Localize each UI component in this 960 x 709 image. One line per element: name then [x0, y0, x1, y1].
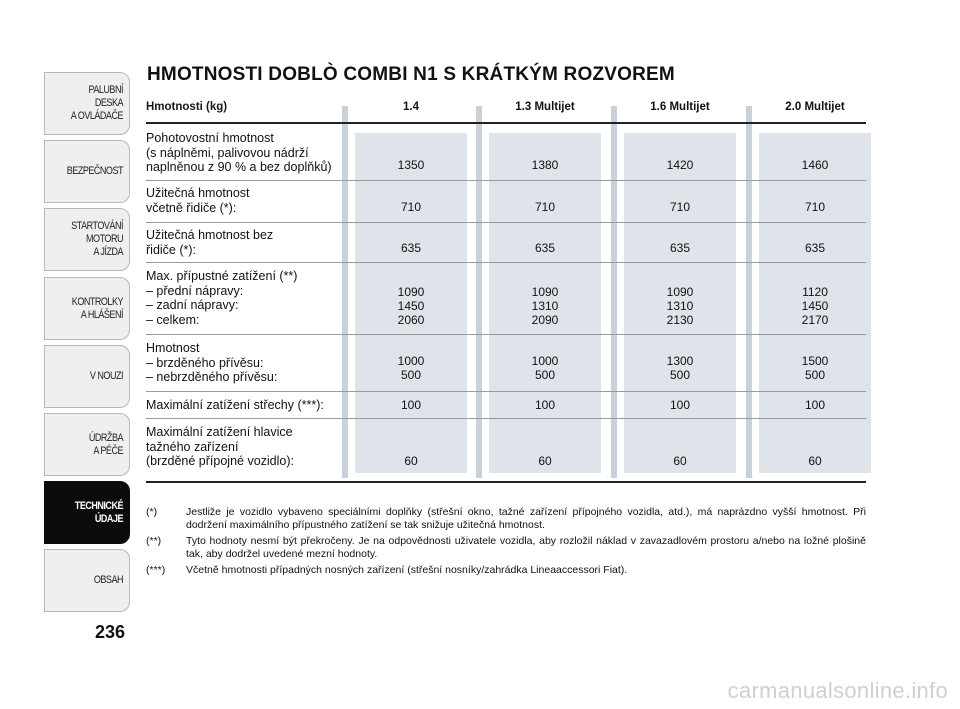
table-cell: 1090 1310 2130 — [666, 285, 694, 327]
column-header: 2.0 Multijet — [785, 101, 845, 113]
tab-udrzba[interactable] — [44, 413, 130, 476]
table-cell: 1090 1450 2060 — [397, 285, 425, 327]
table-cell: 635 — [804, 241, 826, 255]
footnote-mark: (***) — [146, 564, 166, 576]
row-divider — [146, 180, 866, 181]
footnote — [146, 506, 866, 532]
column-separator — [746, 106, 752, 478]
table-cell: 710 — [669, 200, 691, 214]
tab-startovani-motoru[interactable] — [44, 208, 130, 271]
row-divider — [146, 418, 866, 419]
tab-label: PALUBNÍ DESKA A OVLÁDAČE — [70, 84, 123, 122]
row-label: Pohotovostní hmotnost (s náplněmi, palivovou nádrží naplněnou z 90 % a bez doplňků) — [146, 131, 332, 174]
watermark: carmanualsonline.info — [727, 678, 948, 703]
tab-v-nouzi[interactable] — [44, 345, 130, 408]
table-cell: 1380 — [531, 158, 559, 172]
footnote-text: Včetně hmotnosti případných nosných zařízení (střešní nosníky/zahrádka Lineaaccessori Fiat). — [186, 564, 628, 576]
table-cell: 635 — [400, 241, 422, 255]
row-divider — [146, 391, 866, 392]
table-cell: 60 — [808, 454, 822, 468]
table-cell: 1300 500 — [666, 354, 694, 382]
table-cell: 1460 — [801, 158, 829, 172]
footnotes — [146, 506, 866, 580]
header-rule — [146, 122, 866, 124]
footnote-text: Jestliže je vozidlo vybaveno speciálními doplňky (střešní okno, tažné zařízení přípojného vozidla, atd.), má naprázdno vyšší hmotnost. Při dodržení maximálního přípustného zatížení se tak snižuje užitečná hmotnost. — [186, 506, 866, 531]
row-label: Hmotnost – brzděného přívěsu: – nebrzděného přívěsu: — [146, 341, 278, 384]
tab-label: KONTROLKY A HLÁŠENÍ — [71, 295, 123, 321]
row-divider — [146, 334, 866, 335]
weights-table — [146, 96, 866, 486]
tab-label: STARTOVÁNÍ MOTORU A JÍZDA — [71, 220, 123, 258]
table-cell: 710 — [804, 200, 826, 214]
table-cell: 1000 500 — [531, 354, 559, 382]
table-cell: 710 — [400, 200, 422, 214]
column-separator — [476, 106, 482, 478]
table-cell: 60 — [673, 454, 687, 468]
row-label: Max. přípustné zatížení (**) – přední nápravy: – zadní nápravy: – celkem: — [146, 269, 298, 327]
footnote-mark: (**) — [146, 535, 162, 547]
table-cell: 100 — [804, 398, 826, 412]
tab-label: V NOUZI — [89, 370, 123, 382]
page-number: 236 — [95, 622, 126, 642]
table-cell: 100 — [400, 398, 422, 412]
table-cell: 635 — [534, 241, 556, 255]
table-cell: 1500 500 — [801, 354, 829, 382]
table-header — [146, 96, 866, 122]
table-cell: 635 — [669, 241, 691, 255]
tab-technicke-udaje[interactable] — [44, 481, 130, 544]
tab-bezpecnost[interactable] — [44, 140, 130, 203]
column-separator — [611, 106, 617, 478]
page-title: HMOTNOSTI DOBLÒ COMBI N1 S KRÁTKÝM ROZVOREM — [147, 64, 675, 85]
tab-label: BEZPEČNOST — [66, 165, 123, 177]
tab-kontrolky[interactable] — [44, 277, 130, 340]
table-cell: 1090 1310 2090 — [531, 285, 559, 327]
table-cell: 1350 — [397, 158, 425, 172]
tab-obsah[interactable] — [44, 549, 130, 612]
footnote — [146, 564, 866, 577]
table-cell: 710 — [534, 200, 556, 214]
row-label: Maximální zatížení střechy (***): — [146, 398, 324, 412]
row-label: Užitečná hmotnost bez řidiče (*): — [146, 228, 274, 257]
tab-label: ÚDRŽBA A PÉČE — [88, 431, 123, 457]
table-cell: 60 — [538, 454, 552, 468]
footnote — [146, 535, 866, 561]
header-label: Hmotnosti (kg) — [146, 101, 228, 113]
column-header: 1.4 — [403, 101, 419, 113]
tab-label: TECHNICKÉ ÚDAJE — [74, 499, 123, 525]
row-label: Užitečná hmotnost včetně řidiče (*): — [146, 186, 250, 215]
column-header: 1.3 Multijet — [515, 101, 575, 113]
row-divider — [146, 262, 866, 263]
table-cell: 60 — [404, 454, 418, 468]
table-cell: 1420 — [666, 158, 694, 172]
table-cell: 1000 500 — [397, 354, 425, 382]
table-cell: 100 — [669, 398, 691, 412]
tab-label: OBSAH — [93, 574, 123, 586]
bottom-rule — [146, 481, 866, 483]
column-header: 1.6 Multijet — [650, 101, 710, 113]
table-cell: 100 — [534, 398, 556, 412]
footnote-text: Tyto hodnoty nesmí být překročeny. Je na odpovědnosti uživatele vozidla, aby rozložil náklad v zavazadlovém prostoru a/nebo na ložné plošině tak, aby dodržel uvedené mezní hodnoty. — [186, 535, 866, 560]
table-cell: 1120 1450 2170 — [801, 285, 829, 327]
column-separator — [342, 106, 348, 478]
footnote-mark: (*) — [146, 506, 158, 518]
row-divider — [146, 222, 866, 223]
row-label: Maximální zatížení hlavice tažného zařízení (brzděné přípojné vozidlo): — [146, 425, 294, 468]
tab-palubni-deska[interactable] — [44, 72, 130, 135]
